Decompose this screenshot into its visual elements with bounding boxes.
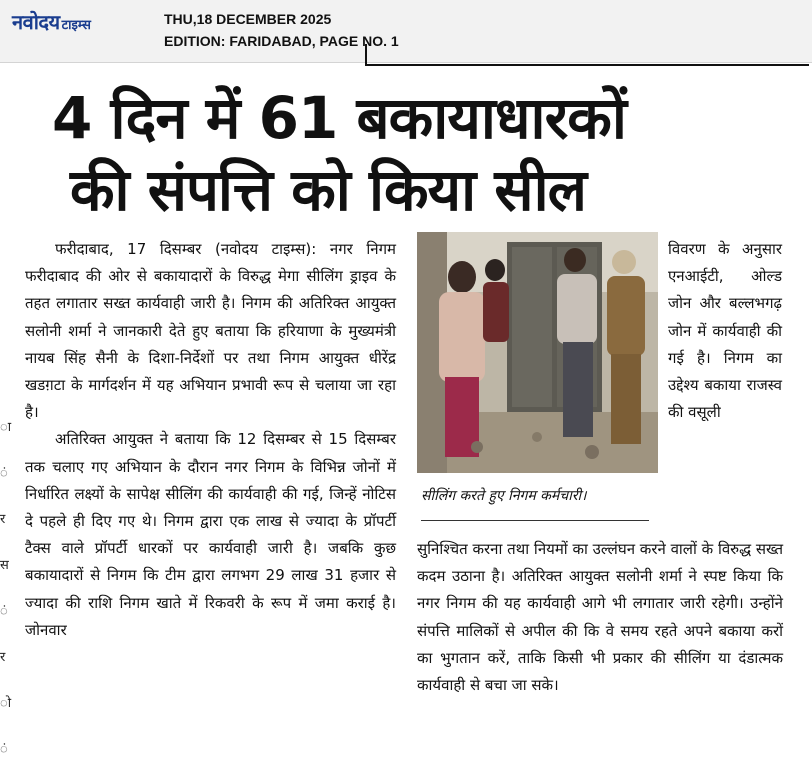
article-body-left	[25, 236, 396, 644]
article-body-right	[668, 236, 782, 426]
right-column-text: विवरण के अनुसार एनआईटी, ओल्ड जोन और बल्लभगढ़ जोन में कार्यवाही की गई है। निगम का उद्देश्य बकाया राजस्व की वसूली	[668, 240, 782, 422]
caption-divider	[421, 520, 649, 521]
logo-main-text: नवोदय	[12, 10, 60, 34]
bottom-column-text: सुनिश्चित करना तथा नियमों का उल्लंघन करने वालों के विरुद्ध सख्त कदम उठाना है। अतिरिक्त आयुक्त सलोनी शर्मा ने स्पष्ट किया कि नगर निगम की यह कार्यवाही आगे भी लगातार जारी रहेगी। उन्होंने संपत्ति मालिकों से अपील की कि वे समय रहते अपने बकाया करों का भुगतान करें, ताकि किसी भी प्रकार की सीलिंग या दंडात्मक कार्यवाही से बचा जा सके।	[417, 540, 783, 695]
article-headline	[0, 82, 812, 226]
photo-illustration	[417, 232, 658, 473]
edge-fragment: ं	[0, 742, 8, 757]
article-body-bottom	[417, 536, 783, 699]
edge-fragment: ा	[0, 420, 12, 435]
photo-caption: सीलिंग करते हुए निगम कर्मचारी।	[421, 488, 587, 504]
logo-sub-text: टाइम्स	[61, 18, 91, 33]
edge-fragment: ो	[0, 696, 12, 711]
header-rule	[365, 44, 809, 66]
edition-meta	[164, 8, 399, 52]
edge-fragment: स	[0, 558, 9, 573]
headline-line-1: 4 दिन में 61 बकायाधारकों	[52, 84, 626, 152]
edge-fragment: र	[0, 512, 6, 527]
edge-fragment: र	[0, 650, 6, 665]
newspaper-logo[interactable]	[12, 8, 91, 38]
edge-fragment: ं	[0, 604, 8, 619]
date-line: THU,18 DECEMBER 2025	[164, 11, 332, 27]
headline-line-2: की संपत्ति को किया सील	[70, 156, 586, 224]
adjacent-column-edge	[0, 405, 14, 765]
edge-fragment: ं	[0, 466, 8, 481]
article-paragraph-2: अतिरिक्त आयुक्त ने बताया कि 12 दिसम्बर से 15 दिसम्बर तक चलाए गए अभियान के दौरान नगर निगम के विभिन्न जोनों में निर्धारित लक्ष्यों के सापेक्ष सीलिंग की कार्यवाही की गई, जिन्हें नोटिस दे पहले ही दिए गए थे। निगम द्वारा एक लाख से ज्यादा के प्रॉपर्टी टैक्स वाले प्रॉपर्टी धारकों पर कार्यवाही जारी है। जबकि कुछ बकायादारों से निगम कि टीम द्वारा लगभग 29 लाख 31 हजार से ज्यादा की राशि निगम खाते में रिकवरी के रूप में जमा कराई है। जोनवार	[25, 430, 396, 639]
article-paragraph-1: फरीदाबाद, 17 दिसम्बर (नवोदय टाइम्स): नगर निगम फरीदाबाद की ओर से बकायादारों के विरुद्ध मेगा सीलिंग ड्राइव के तहत लगातार सख्त कार्यवाही जारी है। निगम की अतिरिक्त आयुक्त सलोनी शर्मा ने जानकारी देते हुए बताया कि हरियाणा के मुख्यमंत्री नायब सिंह सैनी के दिशा-निर्देशों पर तथा निगम आयुक्त धीरेंद्र खडग़टा के मार्गदर्शन में यह अभियान प्रभावी रूप से चलाया जा रहा है।	[25, 240, 396, 422]
edition-line: EDITION: FARIDABAD, PAGE NO. 1	[164, 33, 399, 49]
news-photo	[417, 232, 658, 473]
